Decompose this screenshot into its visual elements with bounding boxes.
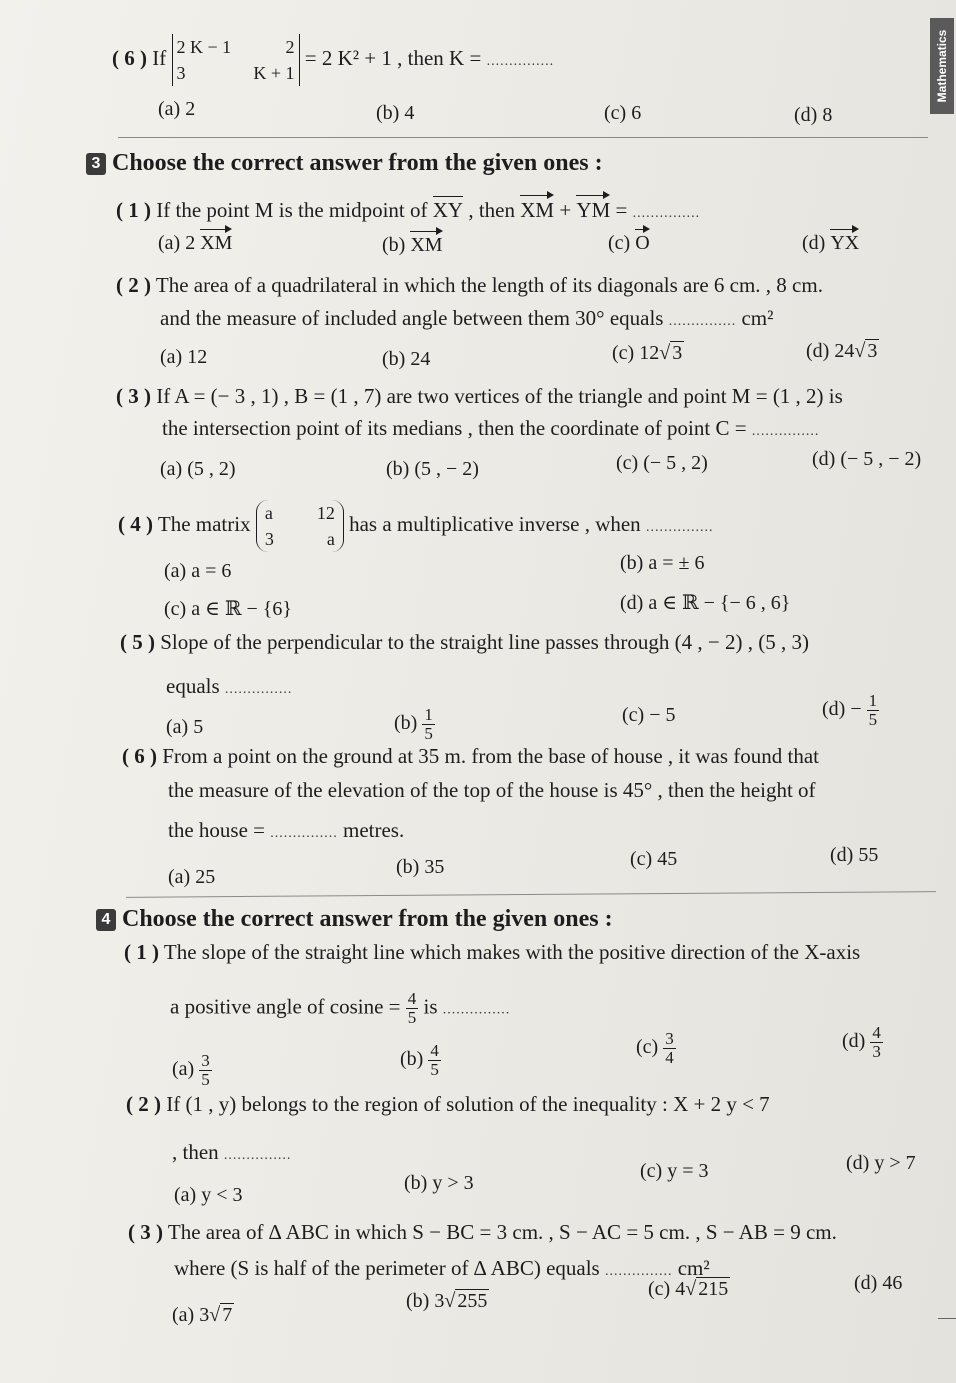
subject-side-tab: Mathematics <box>930 18 954 114</box>
s4-q2-line2: , then ............... <box>172 1140 292 1164</box>
s3-q4-option-c: (c) a ∈ ℝ − {6} <box>164 598 292 620</box>
s3-q2-line2: and the measure of included angle between them 30° equals ............... cm² <box>160 306 774 330</box>
s3-q3-line1: ( 3 ) If A = (− 3 , 1) , B = (1 , 7) are two vertices of the triangle and point M = (1 , 2) is <box>116 384 843 408</box>
s4-q1-option-d: (d) $\frac{4}{3}$ <box>842 1023 881 1061</box>
s3-q3-option-c: (c) (− 5 , 2) <box>616 452 708 474</box>
s3-q2-option-b: (b) 24 <box>382 348 431 370</box>
q6-top-option-d: (d) 8 <box>794 104 833 126</box>
q6-top-option-a: (a) 2 <box>158 98 196 120</box>
s3-q6-option-a: (a) 25 <box>168 866 216 888</box>
s3-q3-option-a: (a) (5 , 2) <box>160 458 236 480</box>
s3-q4-option-d: (d) a ∈ ℝ − {− 6 , 6} <box>620 592 791 614</box>
s3-q5-line2: equals ............... <box>166 674 293 698</box>
matrix: a 12 3 a <box>256 500 344 552</box>
s3-q6-option-d: (d) 55 <box>830 844 879 866</box>
s3-q3-option-b: (b) (5 , − 2) <box>386 458 479 480</box>
page-corner-rule <box>938 1318 956 1319</box>
determinant: 2 K − 1 2 3 K + 1 <box>172 34 300 86</box>
s3-q5-line1: ( 5 ) Slope of the perpendicular to the straight line passes through (4 , − 2) , (5 , 3) <box>120 630 809 654</box>
s4-q3-line1: ( 3 ) The area of ∆ ABC in which S − BC = 3 cm. , S − AC = 5 cm. , S − AB = 9 cm. <box>128 1220 837 1244</box>
s3-q5-option-c: (c) − 5 <box>622 704 676 726</box>
s3-q1-option-a: (a) 2 XM <box>158 232 233 254</box>
s3-q5-option-a: (a) 5 <box>166 716 204 738</box>
divider <box>118 137 928 138</box>
s4-q3-option-b: (b) 3√ 255 <box>406 1290 488 1312</box>
s3-q1-option-b: (b) XM <box>382 234 443 256</box>
s3-q6-line3: the house = ............... metres. <box>168 818 405 842</box>
s3-q1-option-d: (d) YX <box>802 232 860 254</box>
section-badge: 3 <box>86 153 106 175</box>
s3-q3-line2: the intersection point of its medians , then the coordinate of point C = ............... <box>162 416 820 440</box>
s4-q2-option-c: (c) y = 3 <box>640 1160 709 1182</box>
s3-q2-option-d: (d) 24√ 3 <box>806 340 878 362</box>
s3-q5-option-b: (b) $\frac{1}{5}$ <box>394 705 433 743</box>
s4-q2-option-a: (a) y < 3 <box>174 1184 243 1206</box>
s4-q2-option-b: (b) y > 3 <box>404 1172 474 1194</box>
s3-q6-option-c: (c) 45 <box>630 848 678 870</box>
s4-q3-option-c: (c) 4√ 215 <box>648 1278 729 1300</box>
s3-q1: ( 1 ) If the point M is the midpoint of XY , then XM + YM = ............... <box>116 198 701 222</box>
s4-q1-option-b: (b) $\frac{4}{5}$ <box>400 1041 439 1079</box>
divider <box>126 891 936 898</box>
s4-q3-option-a: (a) 3√ 7 <box>172 1304 233 1326</box>
s3-q2-option-c: (c) 12√ 3 <box>612 342 683 364</box>
s3-q3-option-d: (d) (− 5 , − 2) <box>812 448 922 470</box>
s3-q6-line2: the measure of the elevation of the top of the house is 45° , then the height of <box>168 778 816 802</box>
s3-q4-option-a: (a) a = 6 <box>164 560 232 582</box>
s3-q4-option-b: (b) a = ± 6 <box>620 552 705 574</box>
q6-top-option-c: (c) 6 <box>604 102 642 124</box>
s3-q2-line1: ( 2 ) The area of a quadrilateral in which the length of its diagonals are 6 cm. , 8 cm. <box>116 273 823 297</box>
q6-top-question: ( 6 ) If 2 K − 1 2 3 K + 1 = 2 K² + 1 , then K = ............... <box>112 34 554 86</box>
s4-q1-option-c: (c) $\frac{3}{4}$ <box>636 1029 674 1067</box>
s4-q1-option-a: (a) $\frac{3}{5}$ <box>172 1051 210 1089</box>
s3-q1-option-c: (c) O <box>608 232 650 254</box>
section-badge: 4 <box>96 909 116 931</box>
section-3-header: 3 Choose the correct answer from the given ones : <box>86 150 603 177</box>
s3-q6-option-b: (b) 35 <box>396 856 445 878</box>
s3-q4: ( 4 ) The matrix a 12 3 a has a multiplicative inverse , when ............... <box>118 500 713 552</box>
section-4-header: 4 Choose the correct answer from the given ones : <box>96 906 613 933</box>
s4-q1-line2: a positive angle of cosine = $\frac{4}{5}$ is ............... <box>170 989 511 1027</box>
s3-q2-option-a: (a) 12 <box>160 346 208 368</box>
s4-q3-line2: where (S is half of the perimeter of ∆ ABC) equals ............... cm² <box>174 1256 710 1280</box>
s4-q2-line1: ( 2 ) If (1 , y) belongs to the region of solution of the inequality : X + 2 y < 7 <box>126 1092 770 1116</box>
s3-q6-line1: ( 6 ) From a point on the ground at 35 m. from the base of house , it was found that <box>122 744 819 768</box>
s4-q1-line1: ( 1 ) The slope of the straight line which makes with the positive direction of the X-axis <box>124 940 861 964</box>
s3-q5-option-d: (d) − $\frac{1}{5}$ <box>822 691 878 729</box>
q6-top-option-b: (b) 4 <box>376 102 415 124</box>
s4-q3-option-d: (d) 46 <box>854 1272 903 1294</box>
s4-q2-option-d: (d) y > 7 <box>846 1152 916 1174</box>
